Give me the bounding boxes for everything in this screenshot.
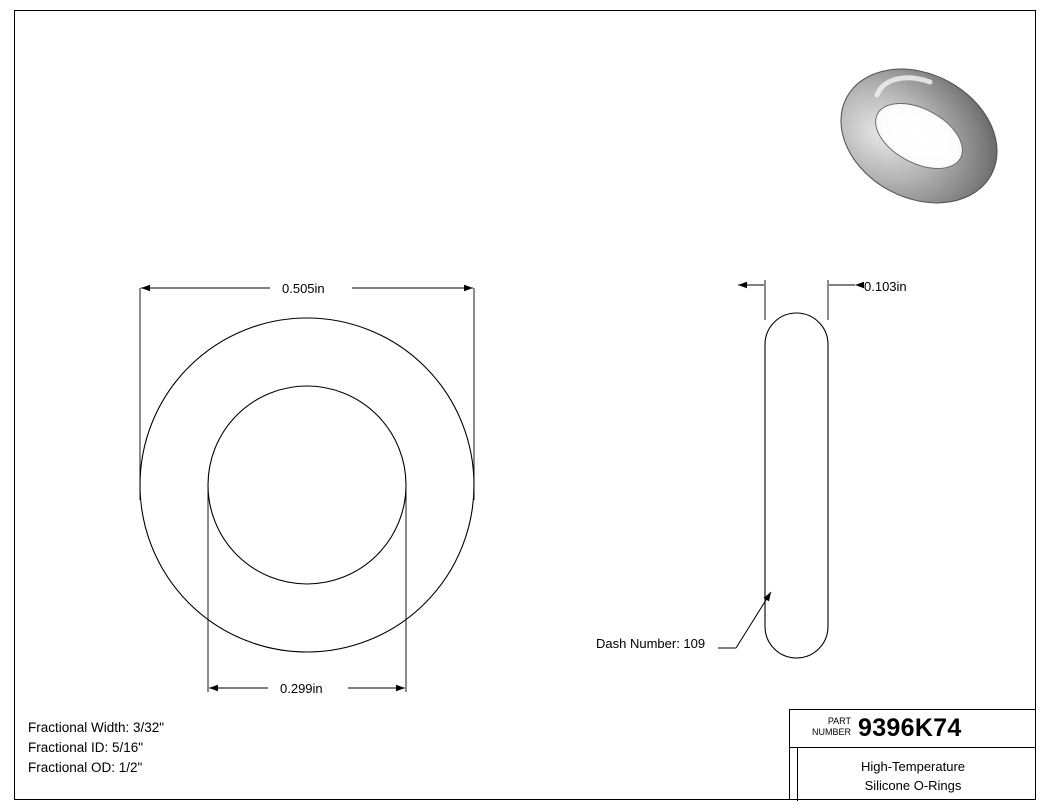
sheet-border [14, 10, 1036, 800]
specification-list [28, 718, 164, 778]
product-description-line1: High-Temperature [860, 759, 966, 774]
part-number-value: 9396K74 [858, 714, 962, 742]
part-number-label [799, 716, 851, 738]
spec-fractional-od: Fractional OD: 1/2" [28, 760, 143, 775]
spec-fractional-width: Fractional Width: 3/32" [28, 720, 165, 735]
od-dimension-text: 0.505in [282, 281, 325, 296]
title-block-divider [790, 748, 798, 801]
part-number-label-line1: PART [827, 716, 851, 726]
part-number-label-line2: NUMBER [811, 727, 851, 737]
dash-number-callout: Dash Number: 109 [596, 636, 706, 651]
spec-fractional-id: Fractional ID: 5/16" [28, 740, 144, 755]
title-block [789, 709, 1036, 800]
product-description [790, 748, 1036, 795]
title-block-part-row [790, 710, 1036, 748]
width-dimension-text: 0.103in [864, 279, 907, 294]
product-description-line2: Silicone O-Rings [864, 778, 962, 793]
id-dimension-text: 0.299in [280, 681, 323, 696]
